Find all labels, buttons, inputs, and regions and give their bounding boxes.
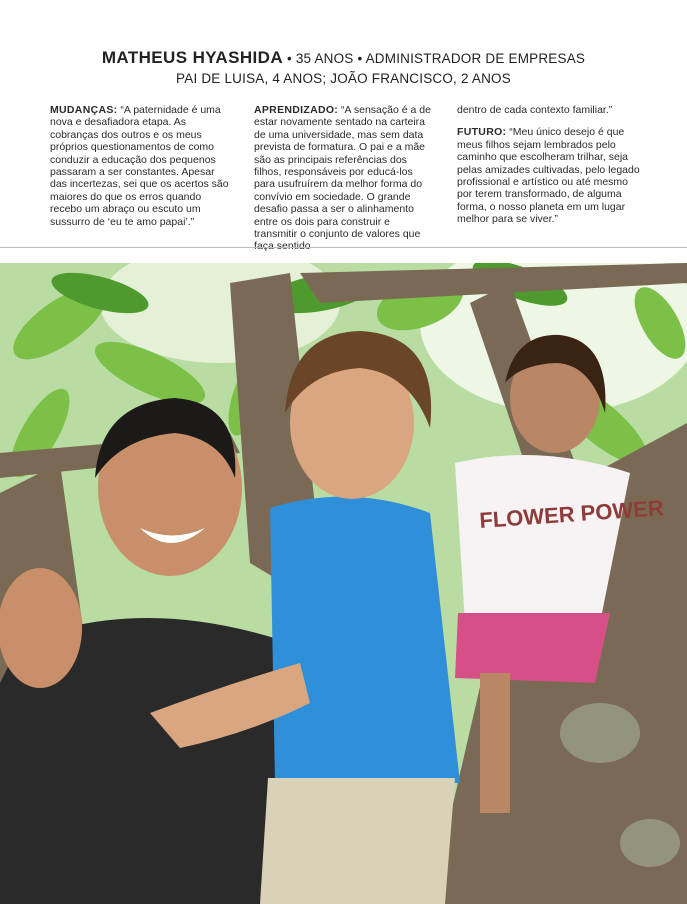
section-mudancas bbox=[50, 104, 230, 228]
section-text: “A paternidade é uma nova e desafiadora etapa. As cobranças dos outros e os meus próprios questionamentos de como conduzir a educação dos pequenos passaram a ser constantes. Apesar das incertezas, sei que os acertos são maiores do que os erros quando recebo um abraço ou escuto um sussurro de ‘eu te amo papai’.” bbox=[50, 104, 229, 228]
children-line: PAI DE LUISA, 4 ANOS; JOÃO FRANCISCO, 2 ANOS bbox=[176, 71, 511, 86]
family-photo bbox=[0, 263, 687, 904]
section-label: MUDANÇAS: bbox=[50, 104, 118, 116]
photo-illustration bbox=[0, 263, 687, 904]
section-futuro bbox=[457, 126, 642, 225]
column-three bbox=[457, 104, 642, 236]
divider bbox=[0, 247, 687, 248]
title-line bbox=[0, 48, 687, 68]
section-continuation: dentro de cada contexto familiar.” bbox=[457, 104, 613, 116]
article-header bbox=[0, 48, 687, 86]
section-text: “A sensação é a de estar novamente sentado na carteira de uma universidade, mas sem data prevista de formatura. O pai e a mãe são as principais referências dos filhos, responsáveis por educá-los para usufruírem da melhor forma do convívio em sociedade. O grande desafio passa a ser o alinhamento entre os dois para construir e transmitir o conjunto de valores que bbox=[254, 104, 431, 241]
person-meta: • 35 ANOS • ADMINISTRADOR DE EMPRESAS bbox=[283, 51, 586, 66]
person-name: MATHEUS HYASHIDA bbox=[101, 48, 283, 67]
section-label: FUTURO: bbox=[457, 126, 507, 139]
section-aprendizado bbox=[254, 104, 436, 253]
section-label: APRENDIZADO: bbox=[254, 104, 339, 116]
section-text: “Meu único desejo é que meus filhos sejam lembrados pelo caminho que escolheram trilhar, seja pelas amizades cultivadas, pelo legado profissional e artístico ou até mesmo por terem transformado, de alguma forma, o nosso planeta em um lugar melhor para se viver.” bbox=[457, 126, 640, 226]
shirt-text: FLOWER POWER bbox=[478, 495, 665, 533]
